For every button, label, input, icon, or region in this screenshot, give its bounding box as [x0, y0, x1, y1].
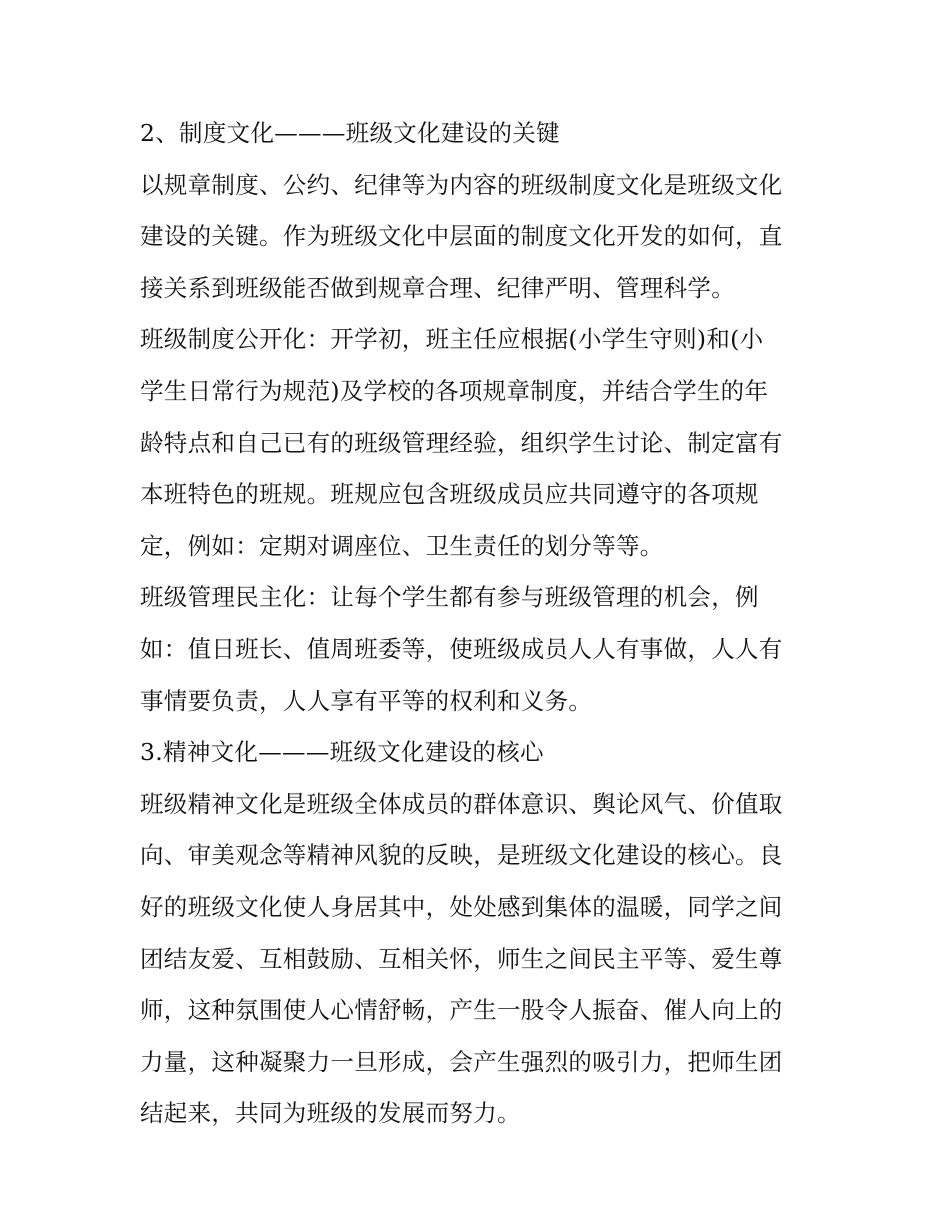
section-heading-spiritual-culture: 3.精神文化———班级文化建设的核心: [140, 738, 544, 767]
paragraph-line: 定，例如：定期对调座位、卫生责任的划分等等。: [140, 531, 664, 560]
paragraph-line: 接关系到班级能否做到规章合理、纪律严明、管理科学。: [140, 273, 735, 302]
paragraph-line: 龄特点和自己已有的班级管理经验，组织学生讨论、制定富有: [140, 428, 783, 457]
paragraph-line: 结起来，共同为班级的发展而努力。: [140, 1099, 521, 1128]
paragraph-line: 如：值日班长、值周班委等，使班级成员人人有事做，人人有: [140, 634, 783, 663]
paragraph-line: 班级管理民主化：让每个学生都有参与班级管理的机会，例: [140, 583, 759, 612]
paragraph-line: 师，这种氛围使人心情舒畅，产生一股令人振奋、催人向上的: [140, 996, 783, 1025]
paragraph-line: 以规章制度、公约、纪律等为内容的班级制度文化是班级文化: [140, 170, 783, 199]
document-body: [140, 108, 816, 1140]
paragraph-line: 向、审美观念等精神风貌的反映，是班级文化建设的核心。良: [140, 841, 783, 870]
paragraph-line: 力量，这种凝聚力一旦形成，会产生强烈的吸引力，把师生团: [140, 1047, 783, 1076]
paragraph-line: 建设的关键。作为班级文化中层面的制度文化开发的如何，直: [140, 222, 783, 251]
paragraph-line: 学生日常行为规范)及学校的各项规章制度，并结合学生的年: [140, 376, 769, 405]
paragraph-line: 班级制度公开化：开学初，班主任应根据(小学生守则)和(小: [140, 325, 764, 354]
section-heading-institutional-culture: 2、制度文化———班级文化建设的关键: [140, 119, 560, 147]
paragraph-line: 班级精神文化是班级全体成员的群体意识、舆论风气、价值取: [140, 789, 783, 818]
paragraph-line: 好的班级文化使人身居其中，处处感到集体的温暖，同学之间: [140, 892, 783, 921]
paragraph-line: 团结友爱、互相鼓励、互相关怀，师生之间民主平等、爱生尊: [140, 944, 783, 973]
paragraph-line: 事情要负责，人人享有平等的权利和义务。: [140, 686, 593, 715]
paragraph-line: 本班特色的班规。班规应包含班级成员应共同遵守的各项规: [140, 480, 759, 509]
